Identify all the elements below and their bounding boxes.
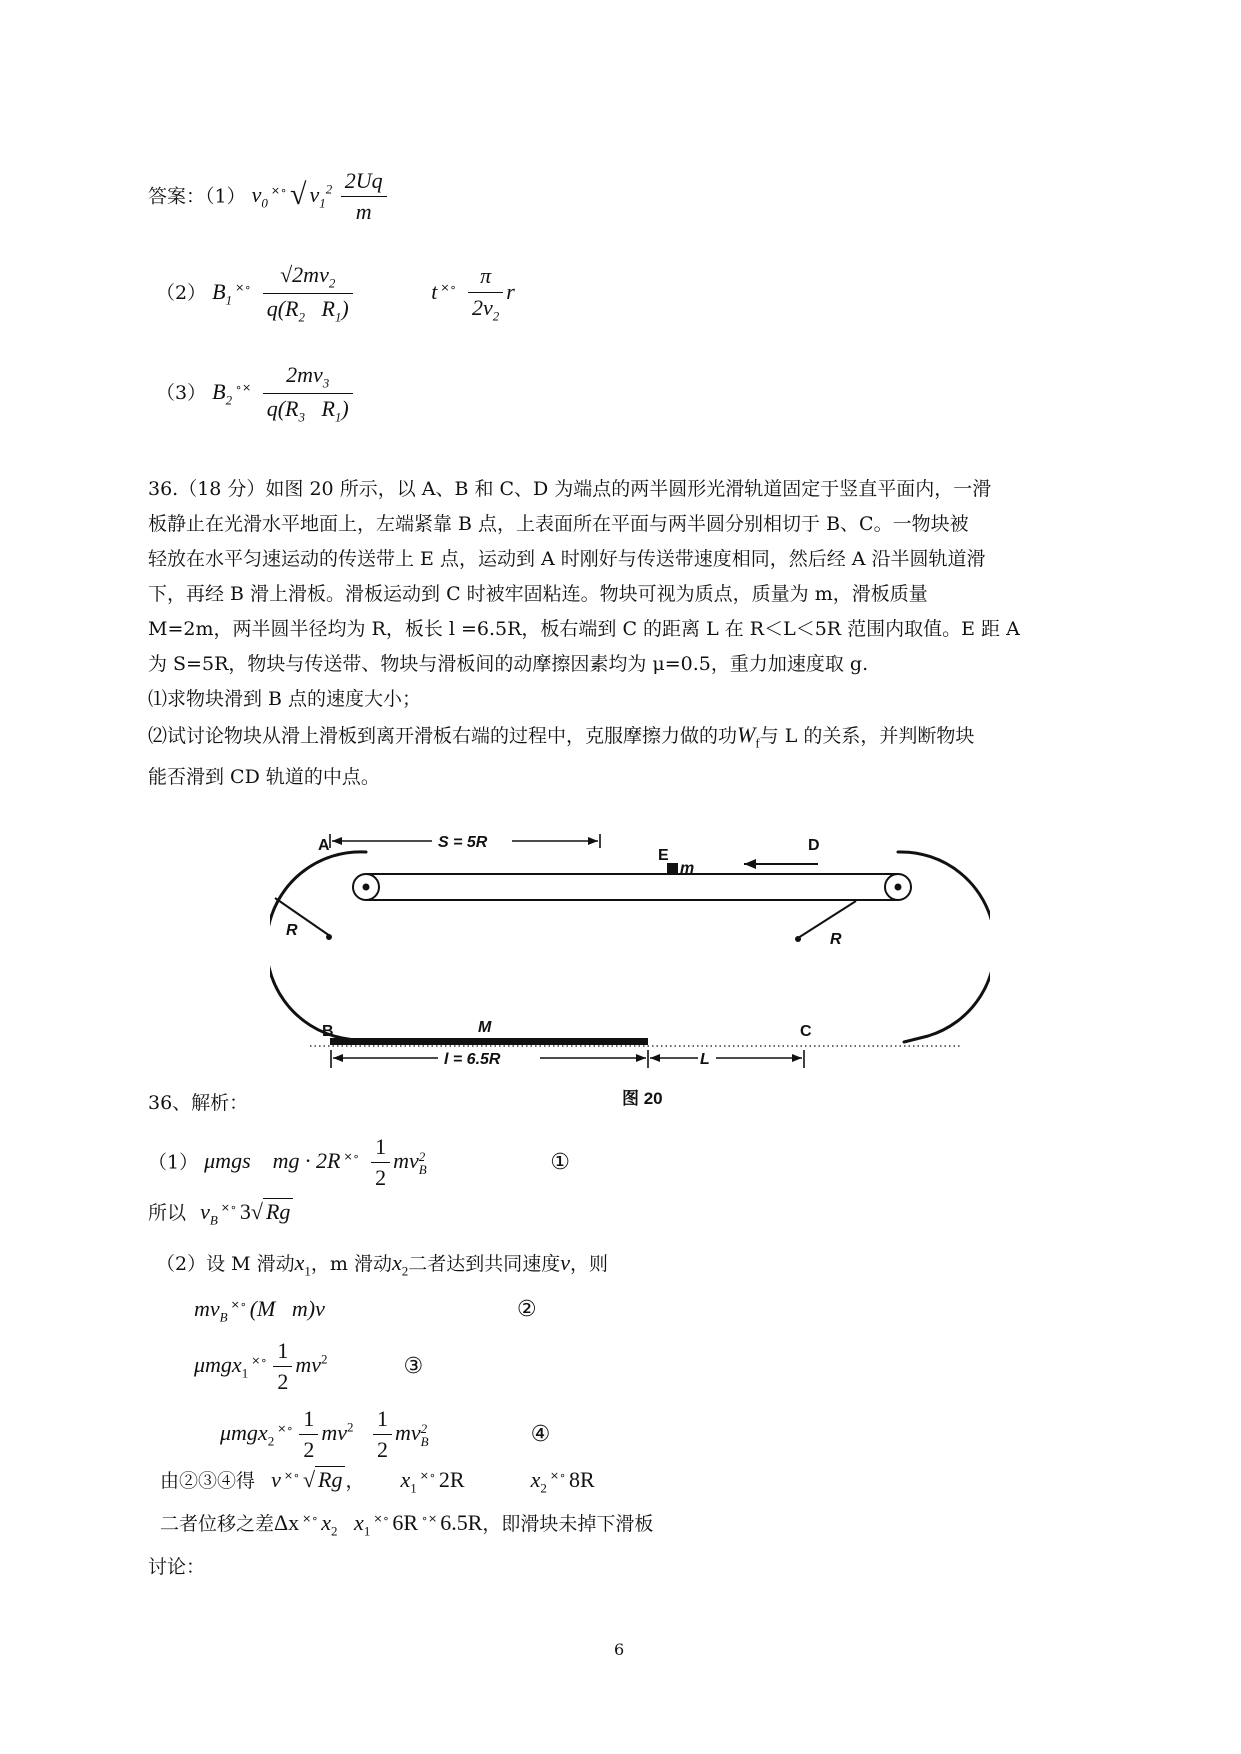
garbled-symbol: ×∘ — [283, 1469, 300, 1482]
problem-line: 36.（18 分）如图 20 所示，以 A、B 和 C、D 为端点的两半圆形光滑轨道固定于竖直平面内，一滑 — [148, 478, 992, 500]
problem-line: 板静止在光滑水平地面上，左端紧靠 B 点，上表面所在平面与两半圆分别相切于 B、C。一物块被 — [148, 513, 969, 535]
answer-line-1 — [148, 168, 393, 226]
garbled-symbol: ×∘ — [220, 1201, 237, 1214]
problem-line: 为 S=5R，物块与传送带、物块与滑板间的动摩擦因素均为 μ=0.5，重力加速度取 g. — [148, 653, 869, 675]
label-m: m — [680, 860, 695, 877]
answer-line-2 — [156, 262, 515, 325]
page-number: 6 — [614, 1640, 625, 1659]
garbled-symbol: ×∘ — [343, 1149, 360, 1163]
block-m — [667, 863, 678, 874]
answer-2-equation-B1: $B_1^{\times\circ}$ $\frac{√2mv_2}{q(R_2 R_1)}$ — [212, 279, 361, 304]
label-R-left: R — [286, 922, 298, 939]
left-radius-line — [275, 898, 330, 936]
garbled-symbol: ×∘ — [230, 1298, 247, 1311]
answer-2-label: （2） — [156, 282, 207, 305]
answer-1-equation: $v_0^{\times\circ}$ √ $v_1^2$ $\frac{2Uq}{m}$ — [252, 182, 393, 207]
answer-3-label: （3） — [156, 382, 207, 405]
solution-discussion: 讨论： — [148, 1556, 206, 1578]
problem-line: 下，再经 B 滑上滑板。滑板运动到 C 时被牢固粘连。物块可视为质点，质量为 m，滑板质量 — [148, 583, 928, 605]
solution-eq-vB: 所以 $v_B^{\times\circ}$ 3√ Rg — [148, 1198, 293, 1228]
label-R-right: R — [830, 931, 842, 948]
label-L: L — [700, 1051, 710, 1068]
label-S: S = 5R — [438, 834, 488, 851]
answer-2-equation-t: t ×∘ $\frac{\pi}{2v_2}$ r — [431, 263, 515, 324]
equation-number-2: ② — [516, 1297, 537, 1322]
question-1: ⑴求物块滑到 B 点的速度大小； — [148, 688, 422, 710]
solution-result-2: 二者位移之差Δx ×∘ $x_2$ $x_1^{\times\circ}$ 6R ∘× 6.5R，即滑块未掉下滑板 — [160, 1510, 654, 1539]
label-D: D — [808, 837, 820, 854]
label-l: l = 6.5R — [444, 1051, 501, 1068]
equation-number-3: ③ — [403, 1353, 424, 1379]
problem-line: 轻放在水平匀速运动的传送带上 E 点，运动到 A 时刚好与传送带速度相同，然后经 A 沿半圆轨道滑 — [148, 548, 986, 570]
question-2-continued: 能否滑到 CD 轨道的中点。 — [148, 766, 380, 789]
garbled-symbol: ×∘ — [235, 280, 252, 294]
answer-3-equation: $B_2^{\circ\times}$ $\frac{2mv_3}{q(R_3 R_1)}$ — [212, 379, 356, 404]
label-C: C — [800, 1023, 812, 1040]
problem-statement — [148, 472, 1108, 795]
label-E: E — [658, 847, 669, 864]
question-2: ⑵试讨论物块从滑上滑板到离开滑板右端的过程中，克服摩擦力做的功$W_f$与 L 的关系，并判断物块 — [148, 722, 975, 751]
solution-eq-4: μmgx$_2$×∘ $\frac{1}{2}$ $mv^2$ $\frac{1}{2}$ mv 2 B ④ — [220, 1406, 551, 1463]
equation-number-1: ① — [550, 1149, 570, 1175]
solution-heading: 36、解析： — [148, 1092, 249, 1114]
answer-1-radicand: $v_1^2$ $\frac{2Uq}{m}$ — [306, 168, 392, 226]
garbled-symbol: ∘× — [235, 380, 252, 394]
left-semicircle-track — [270, 852, 366, 1042]
solution-part-2-setup: （2）设 M 滑动$x_1$，m 滑动$x_2$二者达到共同速度v，则 — [156, 1250, 609, 1279]
right-semicircle-track — [898, 852, 990, 1042]
equation-number-4: ④ — [530, 1421, 551, 1447]
slider-plank-M — [330, 1038, 648, 1045]
label-M: M — [478, 1019, 492, 1036]
solution-eq-2: $mv_B^{\times\circ}$ (M m)v ② — [194, 1296, 537, 1325]
figure-20 — [270, 810, 990, 1110]
label-A: A — [318, 837, 330, 854]
solution-eq-3: μmgx$_1$×∘ $\frac{1}{2}$ $mv^2$ ③ — [194, 1338, 424, 1395]
label-B: B — [322, 1023, 334, 1040]
answer-line-3 — [156, 362, 356, 425]
solution-eq-1: （1） μmgs mg · 2R ×∘ $\frac{1}{2}$ mv 2 B ① — [148, 1134, 570, 1191]
answer-2-fraction: $\frac{√2mv_2}{q(R_2 R_1)}$ — [263, 262, 353, 325]
garbled-symbol: ×∘ — [277, 1421, 294, 1435]
right-radius-line — [798, 901, 856, 938]
answer-3-fraction: $\frac{2mv_3}{q(R_3 R_1)}$ — [263, 362, 353, 425]
garbled-symbol: ×∘ — [270, 183, 288, 197]
garbled-symbol: ×∘ — [440, 280, 457, 294]
answer-1-fraction: $\frac{2Uq}{m}$ — [341, 168, 387, 226]
answer-2-t-fraction: $\frac{\pi}{2v_2}$ — [468, 263, 503, 323]
garbled-symbol: ∘× — [421, 1512, 438, 1525]
garbled-symbol: ×∘ — [549, 1469, 566, 1482]
garbled-symbol: ×∘ — [251, 1353, 268, 1367]
problem-line: M=2m，两半圆半径均为 R，板长 l =6.5R，板右端到 C 的距离 L 在 R＜L＜5R 范围内取值。E 距 A — [148, 618, 1020, 640]
garbled-symbol: ×∘ — [302, 1512, 319, 1525]
figure-caption: 图 20 — [622, 1089, 663, 1108]
answer-prefix: 答案：（1） — [148, 185, 246, 208]
garbled-symbol: ×∘ — [419, 1469, 436, 1482]
solution-result-1: 由②③④得 v ×∘ √ Rg ， $x_1^{\times\circ}$ 2R $x_2^{\times\circ}$ 8R — [160, 1467, 595, 1496]
garbled-symbol: ×∘ — [373, 1512, 390, 1525]
